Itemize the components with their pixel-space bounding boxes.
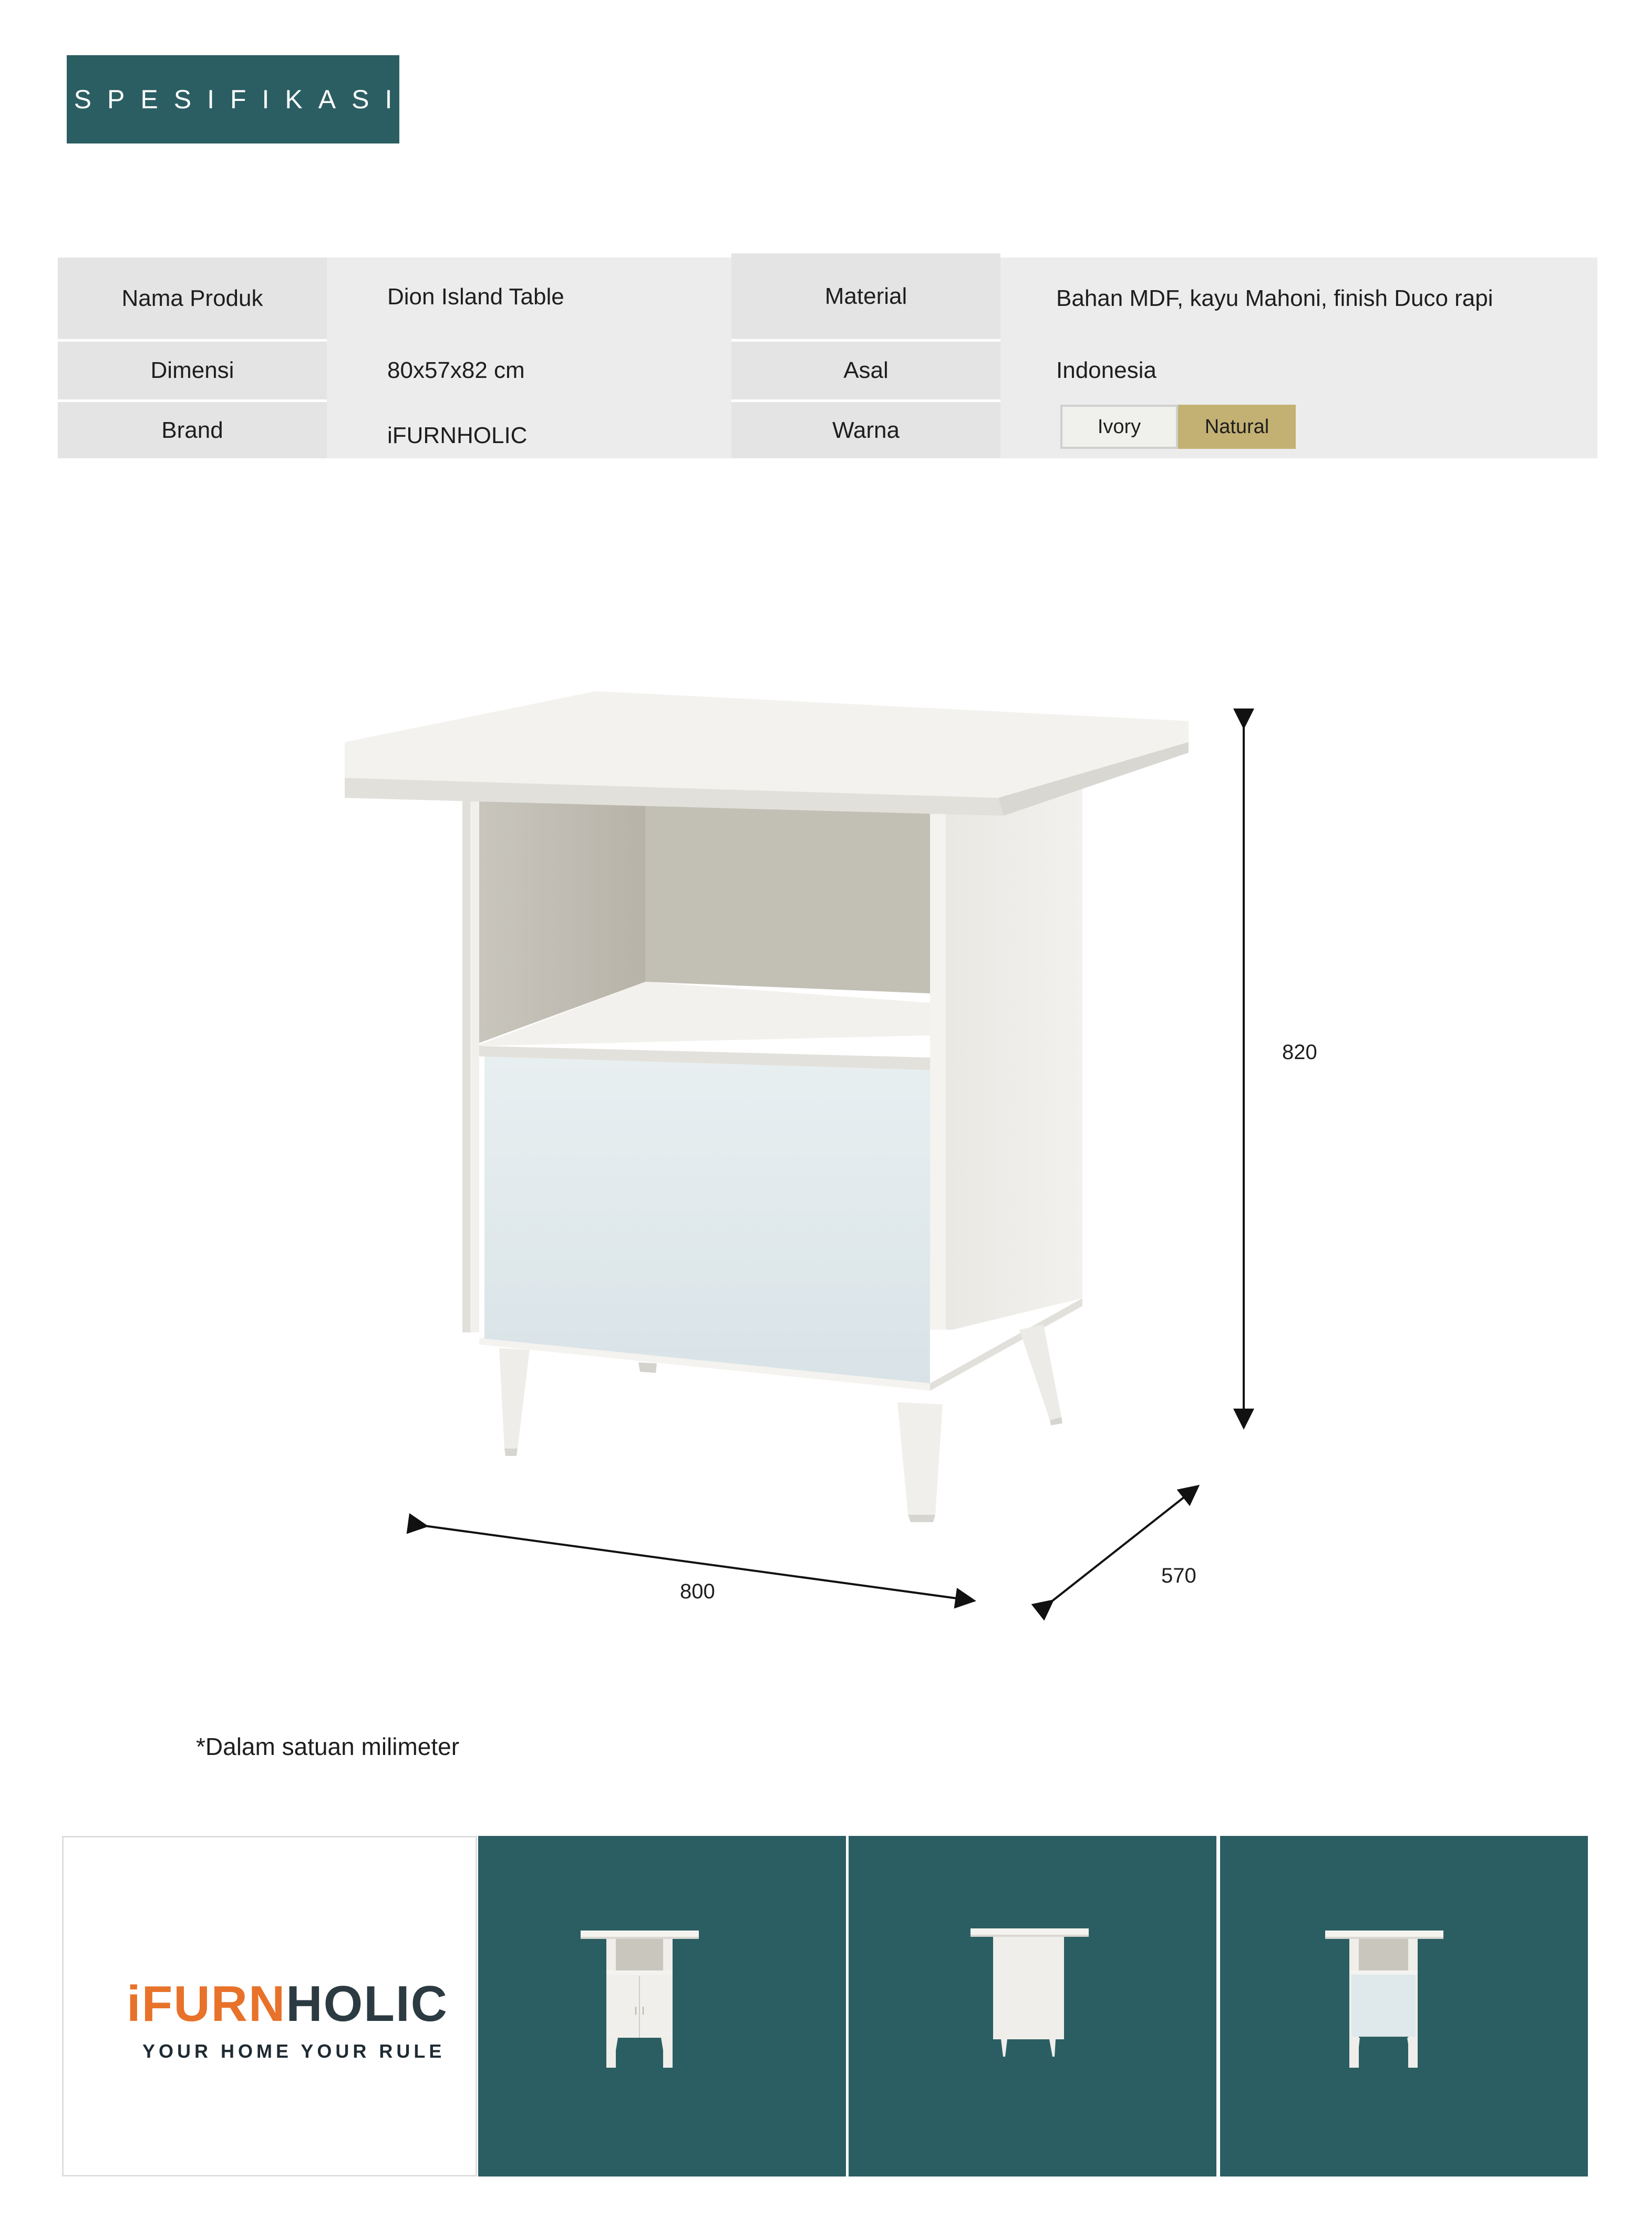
spec-label-product-name: Nama Produk	[58, 258, 327, 339]
spec-value-product-name: Dion Island Table	[387, 283, 564, 310]
spec-value-dimension: 80x57x82 cm	[387, 357, 525, 383]
spec-value-material: Bahan MDF, kayu Mahoni, finish Duco rapi	[1056, 285, 1493, 311]
logo-part-2: HOLIC	[286, 1976, 448, 2032]
leg-front-left	[499, 1348, 530, 1449]
spec-label-material: Material	[731, 253, 1000, 339]
section-title: SPESIFIKASI	[74, 85, 408, 114]
divider	[58, 339, 327, 342]
drawer-front	[479, 1056, 930, 1383]
furniture-illustration	[0, 631, 1652, 1629]
right-side-panel	[930, 786, 1082, 1330]
depth-label: 570	[1161, 1564, 1196, 1587]
thumbnail-front-doors-image	[478, 1836, 846, 2176]
spec-value-brand: iFURNHOLIC	[387, 422, 528, 448]
spec-label-brand: Brand	[58, 402, 327, 458]
spec-label-origin: Asal	[731, 342, 1000, 399]
logo-part-1: iFURN	[127, 1976, 286, 2032]
color-swatch-natural[interactable]	[1178, 405, 1296, 449]
thumbnail-front-drawer[interactable]	[1220, 1836, 1588, 2176]
section-badge	[67, 55, 408, 143]
leg-back-right	[1019, 1325, 1061, 1420]
spec-label-color: Warna	[731, 402, 1000, 458]
back-wall	[645, 783, 930, 993]
spec-label-dimension: Dimensi	[58, 342, 327, 399]
brand-tagline: YOUR HOME YOUR RULE	[142, 2040, 446, 2062]
divider	[731, 399, 1000, 402]
width-label: 800	[680, 1580, 715, 1603]
leg-front-right	[897, 1402, 943, 1515]
brand-logo-panel	[62, 1836, 477, 2176]
divider	[731, 339, 1000, 342]
dimension-drawing	[0, 631, 1652, 1629]
thumbnail-side[interactable]	[849, 1836, 1216, 2176]
color-swatch-ivory-label: Ivory	[1097, 415, 1141, 438]
spec-value-origin: Indonesia	[1056, 357, 1157, 383]
thumbnail-front-drawer-image	[1220, 1836, 1588, 2176]
thumbnail-side-image	[849, 1836, 1216, 2176]
brand-logo	[127, 1975, 448, 2033]
unit-note: *Dalam satuan milimeter	[196, 1733, 460, 1760]
height-label: 820	[1282, 1041, 1317, 1064]
divider	[58, 399, 327, 402]
spec-table	[58, 258, 1597, 458]
color-swatch-natural-label: Natural	[1204, 415, 1269, 438]
thumbnail-front-doors[interactable]	[478, 1836, 846, 2176]
color-swatch-ivory[interactable]	[1060, 405, 1178, 449]
